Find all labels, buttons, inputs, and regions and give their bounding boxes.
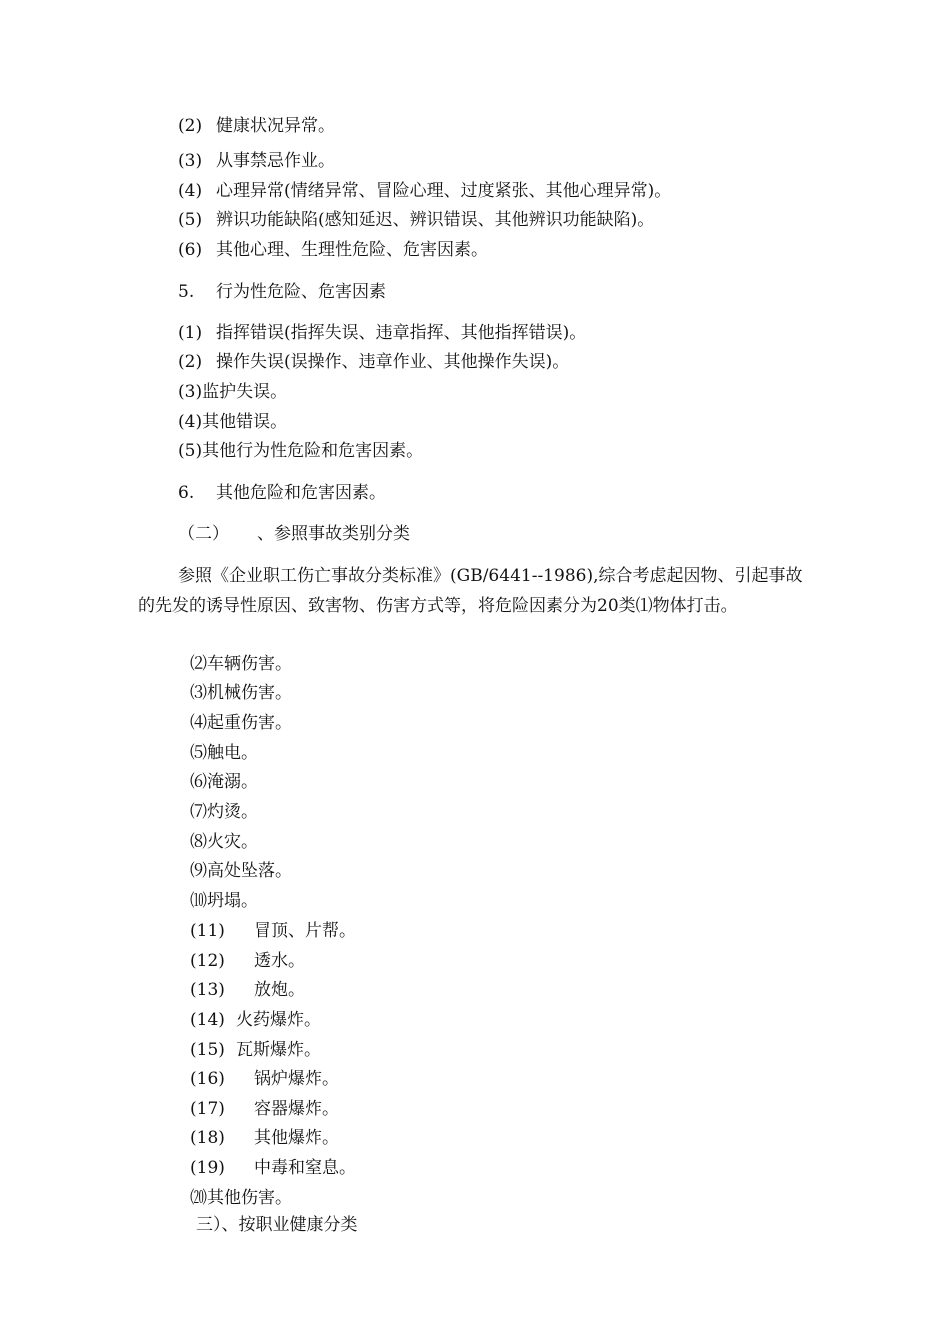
list-item: ⑸触电。 bbox=[190, 743, 258, 763]
list-item bbox=[190, 1157, 356, 1179]
section-title: 行为性危险、危害因素 bbox=[216, 282, 386, 302]
list-item: ⑺灼烫。 bbox=[190, 802, 258, 822]
list-item: ⑻火灾。 bbox=[190, 832, 258, 852]
item-number: (2) bbox=[178, 116, 203, 136]
item-text: 瓦斯爆炸。 bbox=[236, 1040, 321, 1060]
item-text: 心理异常(情绪异常、冒险心理、过度紧张、其他心理异常)。 bbox=[216, 181, 672, 201]
item-text: 透水。 bbox=[254, 951, 305, 971]
item-number: (18) bbox=[190, 1128, 225, 1148]
list-item: ⑽坍塌。 bbox=[190, 891, 258, 911]
item-text: 火药爆炸。 bbox=[236, 1010, 321, 1030]
list-item: ⑶机械伤害。 bbox=[190, 683, 292, 703]
item-text: 中毒和窒息。 bbox=[254, 1158, 356, 1178]
section-number: 5. bbox=[178, 282, 195, 302]
list-item bbox=[178, 351, 569, 373]
list-item: ⑼高处坠落。 bbox=[190, 861, 292, 881]
item-text: 冒顶、片帮。 bbox=[254, 921, 356, 941]
item-text: (5)其他行为性危险和危害因素。 bbox=[178, 441, 424, 461]
item-text: 其他心理、生理性危险、危害因素。 bbox=[216, 240, 488, 260]
list-item bbox=[190, 1127, 339, 1149]
section-number: 6. bbox=[178, 483, 195, 503]
section-heading bbox=[178, 281, 386, 303]
list-item bbox=[178, 411, 287, 433]
list-item bbox=[190, 920, 356, 942]
list-item bbox=[190, 950, 305, 972]
item-number: (19) bbox=[190, 1158, 225, 1178]
item-number: (3) bbox=[178, 151, 203, 171]
part-heading bbox=[178, 523, 410, 545]
list-item: ⑷起重伤害。 bbox=[190, 713, 292, 733]
item-text: 放炮。 bbox=[254, 980, 305, 1000]
list-item bbox=[178, 115, 335, 137]
list-item: ⑹淹溺。 bbox=[190, 772, 258, 792]
item-number: (17) bbox=[190, 1099, 225, 1119]
section-heading bbox=[178, 482, 386, 504]
item-number: (1) bbox=[178, 323, 203, 343]
list-item bbox=[190, 1009, 321, 1031]
list-item bbox=[178, 381, 287, 403]
item-text: 其他爆炸。 bbox=[254, 1128, 339, 1148]
part-heading: 三）、按职业健康分类 bbox=[196, 1215, 358, 1235]
list-item bbox=[178, 440, 423, 462]
item-number: (12) bbox=[190, 951, 225, 971]
part-title: 、参照事故类别分类 bbox=[257, 524, 410, 544]
item-text: 辨识功能缺陷(感知延迟、辨识错误、其他辨识功能缺陷)。 bbox=[216, 210, 655, 230]
item-text: 健康状况异常。 bbox=[216, 116, 335, 136]
list-item bbox=[190, 1039, 321, 1061]
list-item: ⒇其他伤害。 bbox=[190, 1188, 292, 1208]
list-item bbox=[190, 1068, 339, 1090]
list-item: ⑵车辆伤害。 bbox=[190, 654, 292, 674]
part-number: （二） bbox=[178, 524, 229, 544]
list-item bbox=[178, 322, 586, 344]
item-number: (15) bbox=[190, 1040, 225, 1060]
item-text: 操作失误(误操作、违章作业、其他操作失误)。 bbox=[216, 352, 570, 372]
list-item bbox=[190, 979, 305, 1001]
item-number: (2) bbox=[178, 352, 203, 372]
item-text: (3)监护失误。 bbox=[178, 382, 288, 402]
list-item bbox=[178, 180, 671, 202]
item-text: 从事禁忌作业。 bbox=[216, 151, 335, 171]
item-text: 锅炉爆炸。 bbox=[254, 1069, 339, 1089]
item-number: (14) bbox=[190, 1010, 225, 1030]
list-item bbox=[178, 209, 654, 231]
item-text: (4)其他错误。 bbox=[178, 412, 288, 432]
item-number: (4) bbox=[178, 181, 203, 201]
item-number: (6) bbox=[178, 240, 203, 260]
list-item bbox=[178, 150, 335, 172]
item-number: (11) bbox=[190, 921, 225, 941]
item-number: (5) bbox=[178, 210, 203, 230]
item-text: 指挥错误(指挥失误、违章指挥、其他指挥错误)。 bbox=[216, 323, 587, 343]
item-text: 容器爆炸。 bbox=[254, 1099, 339, 1119]
item-number: (13) bbox=[190, 980, 225, 1000]
list-item bbox=[190, 1098, 339, 1120]
item-number: (16) bbox=[190, 1069, 225, 1089]
section-title: 其他危险和危害因素。 bbox=[216, 483, 386, 503]
list-item bbox=[178, 239, 488, 261]
body-paragraph: 参照《企业职工伤亡事故分类标准》(GB/6441--1986),综合考虑起因物、引起事故的先发的诱导性原因、致害物、伤害方式等，将危险因素分为20类⑴物体打击。 bbox=[138, 566, 803, 616]
